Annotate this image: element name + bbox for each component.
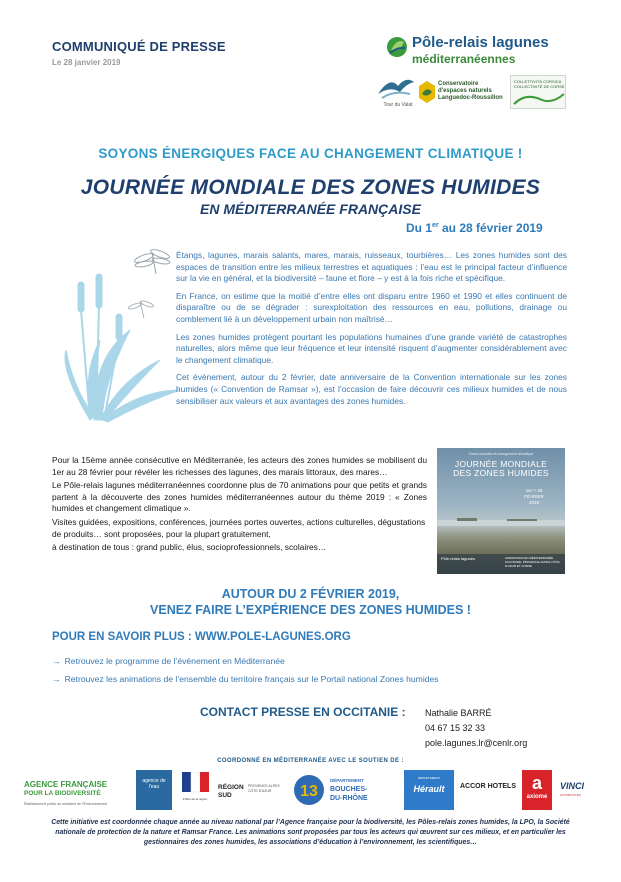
poster-sub-line: ANIMATIONS EN MÉDITERRANÉE bbox=[505, 556, 554, 560]
dragonfly-icon bbox=[134, 248, 171, 274]
vinci-logo bbox=[560, 770, 616, 810]
poster-sub-line: D'AZUR ET CORSE bbox=[505, 564, 533, 568]
pole-relais-subname: méditerranéennes bbox=[412, 52, 516, 66]
main-title: JOURNÉE MONDIALE DES ZONES HUMIDES bbox=[80, 176, 541, 199]
contact-name: Nathalie BARRÉ bbox=[425, 708, 492, 718]
region-line: RÉGION bbox=[218, 784, 244, 791]
bouches-du-rhone-logo bbox=[292, 770, 402, 810]
intro-paragraph: Étangs, lagunes, marais salants, mares, marais, ruisseaux, tourbières… Les zones humides sont des espaces de transition entre les milieux terrestres et aquatiques : l’eau est le principal facteur d’influence sur la vie en général, et la biodiversité – faune et flore – y est à la fois riche et spécifique. bbox=[176, 250, 567, 284]
intro-text bbox=[176, 250, 567, 413]
arrow-right-icon: → bbox=[52, 656, 61, 666]
press-release-label: COMMUNIQUÉ DE PRESSE bbox=[52, 39, 226, 54]
dragonfly-small-icon bbox=[128, 300, 155, 318]
contact-email[interactable]: pole.lagunes.lr@cenlr.org bbox=[425, 738, 528, 748]
more-info-link[interactable]: POUR EN SAVOIR PLUS : WWW.POLE-LAGUNES.ORG bbox=[52, 631, 351, 643]
corse-logo bbox=[510, 75, 566, 109]
afb-logo bbox=[22, 770, 132, 810]
intro-paragraph: Cet évènement, autour du 2 février, date anniversaire de la Convention internationale sur les zones humides (« Convention de Ramsar »), est l’occasion de faire découvrir ces milieux humides et de nous sensibiliser aux valeurs et aux avantages des zones humides. bbox=[176, 372, 567, 406]
bdr-line: BOUCHES- bbox=[330, 786, 368, 793]
poster-date-line: 2019 bbox=[528, 500, 539, 505]
national-portal-link[interactable] bbox=[52, 674, 439, 684]
poster-sub-line: OCCITANIE, PROVENCE-ALPES-CÔTE bbox=[505, 560, 560, 564]
programme-link-text[interactable]: Retrouvez le programme de l’évènement en Méditerranée bbox=[64, 656, 285, 666]
axiome-a-icon bbox=[522, 771, 552, 793]
contact-details bbox=[425, 706, 527, 751]
afb-line: AGENCE FRANÇAISE bbox=[24, 780, 108, 789]
poster-date-line: 1er > 28 bbox=[525, 488, 543, 493]
national-portal-link-text[interactable]: Retrouvez les animations de l’ensemble du territoire français sur le Portail national Zones humides bbox=[64, 674, 439, 684]
svg-text:13: 13 bbox=[300, 783, 318, 800]
cta-line: VENEZ FAIRE L’EXPÉRIENCE DES ZONES HUMIDES ! bbox=[150, 603, 471, 617]
support-label: COORDONNÉ EN MÉDITERRANÉE AVEC LE SOUTIEN DE : bbox=[217, 758, 404, 764]
dates-post: au 28 février 2019 bbox=[438, 221, 543, 235]
bdr-line: DU-RHÔNE bbox=[330, 795, 368, 802]
arrow-right-icon: → bbox=[52, 674, 61, 684]
contact-phone[interactable]: 04 67 15 32 33 bbox=[425, 723, 486, 733]
body-paragraph: Visites guidées, expositions, conférences, journées portes ouvertes, actions culturelles, dégustations de produits… sont proposées, pour la plupart gratuitement, bbox=[52, 516, 426, 539]
herault-logo bbox=[404, 770, 454, 810]
body-text bbox=[52, 455, 427, 554]
poster-title-line: JOURNÉE MONDIALE bbox=[454, 459, 548, 469]
pole-relais-logo bbox=[386, 32, 566, 72]
tour-du-valat-label: Tour du Valat bbox=[383, 102, 413, 108]
contact-label: CONTACT PRESSE EN OCCITANIE : bbox=[200, 705, 406, 719]
release-date: Le 28 janvier 2019 bbox=[52, 58, 121, 67]
afb-line: Établissement public du ministère de l’Environnement bbox=[24, 802, 108, 806]
call-to-action bbox=[0, 586, 621, 618]
flag-icon bbox=[178, 772, 212, 796]
poster-brand: Pôle-relais lagunes bbox=[441, 556, 476, 561]
bdr-13-icon bbox=[292, 773, 326, 807]
cen-line: Languedoc-Roussillon bbox=[438, 95, 503, 101]
poster-title-line: DES ZONES HUMIDES bbox=[453, 468, 549, 478]
herault-line: DÉPARTEMENT bbox=[417, 776, 441, 780]
agence-eau-label: agence de l'eau bbox=[142, 778, 166, 790]
vinci-label: VINCI bbox=[560, 781, 585, 791]
herault-name: Hérault bbox=[413, 784, 445, 794]
tour-du-valat-logo bbox=[376, 72, 416, 110]
region-label bbox=[218, 784, 244, 800]
slogan: SOYONS ÉNERGIQUES FACE AU CHANGEMENT CLIMATIQUE ! bbox=[98, 146, 523, 161]
pole-relais-name: Pôle-relais lagunes bbox=[412, 34, 549, 51]
vinci-sub: AUTOROUTES bbox=[560, 793, 581, 797]
cen-line: d'espaces naturels bbox=[438, 88, 492, 94]
svg-text:a: a bbox=[531, 773, 543, 793]
cen-emblem-icon bbox=[418, 80, 436, 104]
poster-date-line: FÉVRIER bbox=[524, 494, 544, 499]
body-paragraph: Le Pôle-relais lagunes méditerranéennes coordonne plus de 70 animations pour que petits et grands partent à la découverte des zones humides méditerranéennes autour du thème 2019 : « Zones humides et changement climatique ». bbox=[52, 480, 427, 514]
afb-line: POUR LA BIODIVERSITÉ bbox=[24, 790, 101, 797]
body-paragraph: Pour la 15ème année consécutive en Méditerranée, les acteurs des zones humides se mobilisent du 1er au 28 février pour révéler les richesses des lagunes, des marais littoraux, des mares… bbox=[52, 455, 427, 477]
bdr-name bbox=[330, 785, 368, 803]
footer-note: Cette initiative est coordonnée chaque année au niveau national par l’Agence française pour la biodiversité, les Pôles-relais zones humides, la LPO, la Société nationale de protection de la nature et Ramsar France. Les animations sont proposées par tous les acteurs qui œuvrent sur ces milieux, et en particulier les gestionnaires des zones humides, les associations d’éducation à l’environnement, les scientifiques… bbox=[51, 819, 570, 846]
bird-icon bbox=[376, 72, 416, 102]
intro-paragraph: Les zones humides protègent pourtant les populations humaines d’une grande variété de catastrophes naturelles, alors même que leur fréquence et leur intensité risquent d’augmenter considérablement avec le changement climatique. bbox=[176, 331, 567, 365]
axiome-label: axiome bbox=[526, 794, 548, 800]
axiome-logo bbox=[522, 770, 552, 810]
region-sub: PROVENCE ALPES CÔTE D'AZUR bbox=[248, 784, 280, 793]
poster-sub bbox=[505, 556, 563, 568]
sub-title: EN MÉDITERRANÉE FRANÇAISE bbox=[200, 201, 421, 217]
reed-dragonfly-illustration bbox=[60, 240, 190, 430]
corse-label bbox=[514, 79, 564, 89]
corse-line: COLLECTIVITÉ DE CORSE bbox=[514, 84, 565, 89]
wave-icon bbox=[512, 92, 566, 108]
rf-label: Préfet de la région bbox=[182, 797, 208, 801]
bdr-line: DÉPARTEMENT bbox=[330, 778, 364, 783]
region-line: SUD bbox=[218, 792, 232, 799]
intro-paragraph: En France, on estime que la moitié d’entre elles ont disparu entre 1960 et 1990 et elles continuent de disparaître ou de se dégrader : surexploitation des ressources en eau, pollutions, drainage ou comblement lié à un développement urbain non maîtrisé… bbox=[176, 290, 567, 324]
agence-eau-logo bbox=[136, 770, 172, 810]
leaf-icon bbox=[386, 36, 408, 58]
programme-link[interactable] bbox=[52, 656, 285, 666]
dates-sup: er bbox=[432, 222, 439, 229]
corse-line: COLLETTIVITÀ CORSICA bbox=[514, 79, 562, 84]
event-poster bbox=[437, 448, 565, 574]
cen-logo bbox=[418, 78, 506, 106]
cta-line: AUTOUR DU 2 FÉVRIER 2019, bbox=[221, 587, 400, 601]
body-paragraph: à destination de tous : grand public, élus, socioprofessionnels, scolaires… bbox=[52, 542, 327, 553]
sponsor-logos bbox=[22, 770, 602, 810]
poster-theme: Zones humides et changement climatique bbox=[468, 452, 534, 456]
accor-label: ACCOR HOTELS bbox=[460, 783, 516, 790]
republique-francaise-logo bbox=[178, 770, 212, 810]
region-sud-logo bbox=[218, 770, 288, 810]
dates-pre: Du 1 bbox=[406, 221, 433, 235]
cen-line: Conservatoire bbox=[438, 81, 479, 87]
cen-label bbox=[438, 81, 503, 102]
reeds-icon bbox=[65, 274, 180, 422]
event-dates bbox=[406, 221, 543, 235]
accorhotels-logo bbox=[460, 770, 520, 810]
